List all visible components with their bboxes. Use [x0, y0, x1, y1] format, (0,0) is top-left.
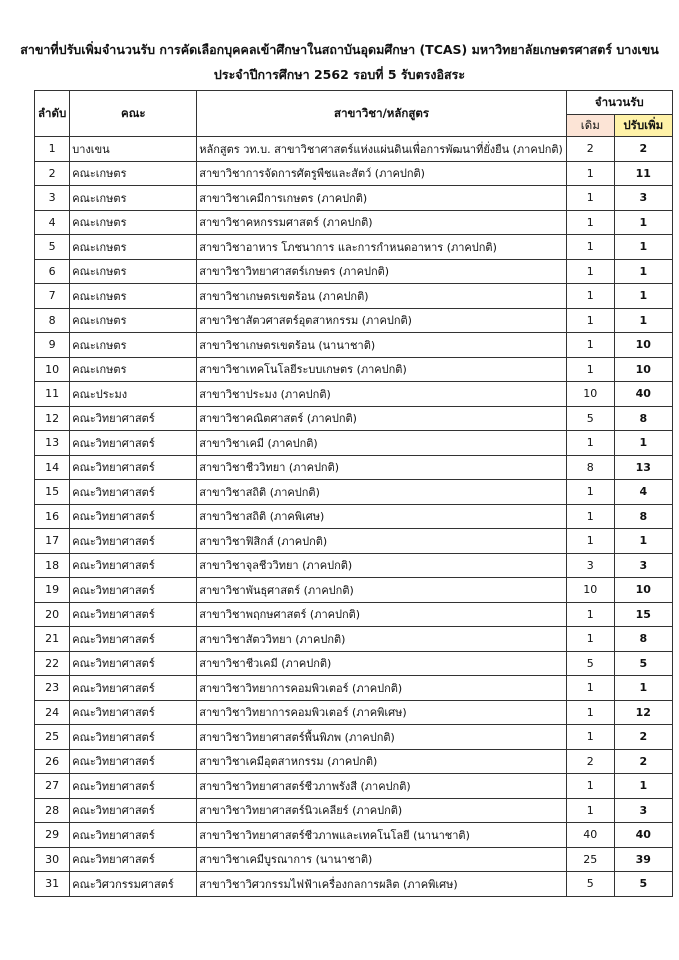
- row-new-capacity: 13: [614, 455, 672, 480]
- row-faculty: คณะเกษตร: [70, 333, 197, 358]
- table-row: [35, 749, 673, 774]
- row-faculty: คณะวิทยาศาสตร์: [70, 504, 197, 529]
- row-faculty: คณะวิทยาศาสตร์: [70, 406, 197, 431]
- row-new-capacity: 40: [614, 823, 672, 848]
- row-program: สาขาวิชาฟิสิกส์ (ภาคปกติ): [197, 529, 567, 554]
- row-old-capacity: 1: [566, 529, 614, 554]
- row-faculty: คณะเกษตร: [70, 259, 197, 284]
- row-program: สาขาวิชาวิศวกรรมไฟฟ้าเครื่องกลการผลิต (ภาคพิเศษ): [197, 872, 567, 897]
- row-faculty: คณะวิทยาศาสตร์: [70, 602, 197, 627]
- row-program: สาขาวิชาเคมี (ภาคปกติ): [197, 431, 567, 456]
- row-faculty: คณะเกษตร: [70, 210, 197, 235]
- table-row: [35, 700, 673, 725]
- row-number: 2: [35, 161, 70, 186]
- document-title: สาขาที่ปรับเพิ่มจำนวนรับ การคัดเลือกบุคคลเข้าศึกษาในสถาบันอุดมศึกษา (TCAS) มหาวิทยาลัยเกษตรศาสตร์ บางเขน: [20, 42, 659, 57]
- row-program: สาขาวิชาเคมีการเกษตร (ภาคปกติ): [197, 186, 567, 211]
- row-program: สาขาวิชาสถิติ (ภาคปกติ): [197, 480, 567, 505]
- row-program: สาขาวิชาพันธุศาสตร์ (ภาคปกติ): [197, 578, 567, 603]
- row-program: สาขาวิชาการจัดการศัตรูพืชและสัตว์ (ภาคปกติ): [197, 161, 567, 186]
- row-new-capacity: 15: [614, 602, 672, 627]
- row-number: 27: [35, 774, 70, 799]
- table-row: [35, 406, 673, 431]
- document-subtitle: ประจำปีการศึกษา 2562 รอบที่ 5 รับตรงอิสระ: [213, 67, 466, 82]
- row-old-capacity: 1: [566, 186, 614, 211]
- row-number: 10: [35, 357, 70, 382]
- row-number: 7: [35, 284, 70, 309]
- table-row: [35, 798, 673, 823]
- row-program: สาขาวิชาเคมีบูรณาการ (นานาชาติ): [197, 847, 567, 872]
- row-old-capacity: 10: [566, 382, 614, 407]
- row-number: 18: [35, 553, 70, 578]
- row-old-capacity: 1: [566, 774, 614, 799]
- row-program: สาขาวิชาวิทยาการคอมพิวเตอร์ (ภาคปกติ): [197, 676, 567, 701]
- row-number: 24: [35, 700, 70, 725]
- row-number: 19: [35, 578, 70, 603]
- row-new-capacity: 10: [614, 357, 672, 382]
- row-number: 22: [35, 651, 70, 676]
- row-faculty: คณะวิทยาศาสตร์: [70, 431, 197, 456]
- row-program: สาขาวิชาเกษตรเขตร้อน (นานาชาติ): [197, 333, 567, 358]
- row-program: สาขาวิชาวิทยาศาสตร์นิวเคลียร์ (ภาคปกติ): [197, 798, 567, 823]
- table-row: [35, 186, 673, 211]
- table-row: [35, 553, 673, 578]
- row-number: 30: [35, 847, 70, 872]
- row-old-capacity: 25: [566, 847, 614, 872]
- table-row: [35, 823, 673, 848]
- row-faculty: คณะวิทยาศาสตร์: [70, 529, 197, 554]
- row-number: 5: [35, 235, 70, 260]
- row-old-capacity: 1: [566, 259, 614, 284]
- table-row: [35, 578, 673, 603]
- row-program: สาขาวิชาชีววิทยา (ภาคปกติ): [197, 455, 567, 480]
- header-program: สาขาวิชา/หลักสูตร: [197, 91, 567, 137]
- table-row: [35, 725, 673, 750]
- row-old-capacity: 1: [566, 798, 614, 823]
- row-number: 14: [35, 455, 70, 480]
- row-program: สาขาวิชาสัตวศาสตร์อุตสาหกรรม (ภาคปกติ): [197, 308, 567, 333]
- row-faculty: คณะวิทยาศาสตร์: [70, 823, 197, 848]
- row-number: 20: [35, 602, 70, 627]
- row-faculty: คณะวิทยาศาสตร์: [70, 676, 197, 701]
- row-number: 3: [35, 186, 70, 211]
- row-number: 15: [35, 480, 70, 505]
- row-number: 16: [35, 504, 70, 529]
- table-row: [35, 504, 673, 529]
- row-program: หลักสูตร วท.บ. สาขาวิชาศาสตร์แห่งแผ่นดินเพื่อการพัฒนาที่ยั่งยืน (ภาคปกติ): [197, 137, 567, 162]
- row-program: สาขาวิชาสถิติ (ภาคพิเศษ): [197, 504, 567, 529]
- table-row: [35, 872, 673, 897]
- row-number: 11: [35, 382, 70, 407]
- table-row: [35, 333, 673, 358]
- row-number: 31: [35, 872, 70, 897]
- table-row: [35, 529, 673, 554]
- row-program: สาขาวิชาเทคโนโลยีระบบเกษตร (ภาคปกติ): [197, 357, 567, 382]
- row-old-capacity: 1: [566, 235, 614, 260]
- row-program: สาขาวิชาคณิตศาสตร์ (ภาคปกติ): [197, 406, 567, 431]
- row-new-capacity: 8: [614, 406, 672, 431]
- row-number: 13: [35, 431, 70, 456]
- row-new-capacity: 1: [614, 308, 672, 333]
- row-number: 23: [35, 676, 70, 701]
- row-faculty: คณะประมง: [70, 382, 197, 407]
- row-faculty: คณะเกษตร: [70, 235, 197, 260]
- row-faculty: คณะวิทยาศาสตร์: [70, 700, 197, 725]
- row-old-capacity: 1: [566, 627, 614, 652]
- row-number: 29: [35, 823, 70, 848]
- table-row: [35, 161, 673, 186]
- table-row: [35, 651, 673, 676]
- table-row: [35, 235, 673, 260]
- row-new-capacity: 2: [614, 749, 672, 774]
- row-old-capacity: 2: [566, 749, 614, 774]
- row-new-capacity: 12: [614, 700, 672, 725]
- row-faculty: คณะวิทยาศาสตร์: [70, 798, 197, 823]
- row-faculty: คณะเกษตร: [70, 308, 197, 333]
- row-old-capacity: 1: [566, 504, 614, 529]
- row-faculty: คณะเกษตร: [70, 357, 197, 382]
- row-number: 28: [35, 798, 70, 823]
- row-number: 4: [35, 210, 70, 235]
- table-body: [35, 137, 673, 897]
- row-program: สาขาวิชาเกษตรเขตร้อน (ภาคปกติ): [197, 284, 567, 309]
- row-old-capacity: 5: [566, 872, 614, 897]
- row-old-capacity: 8: [566, 455, 614, 480]
- row-faculty: คณะวิทยาศาสตร์: [70, 847, 197, 872]
- row-new-capacity: 1: [614, 210, 672, 235]
- row-new-capacity: 1: [614, 529, 672, 554]
- row-old-capacity: 1: [566, 333, 614, 358]
- row-old-capacity: 5: [566, 406, 614, 431]
- row-faculty: คณะวิทยาศาสตร์: [70, 553, 197, 578]
- row-program: สาขาวิชาชีวเคมี (ภาคปกติ): [197, 651, 567, 676]
- row-program: สาขาวิชาคหกรรมศาสตร์ (ภาคปกติ): [197, 210, 567, 235]
- row-new-capacity: 3: [614, 186, 672, 211]
- row-new-capacity: 10: [614, 578, 672, 603]
- row-number: 6: [35, 259, 70, 284]
- row-program: สาขาวิชาจุลชีววิทยา (ภาคปกติ): [197, 553, 567, 578]
- table-row: [35, 308, 673, 333]
- row-old-capacity: 1: [566, 431, 614, 456]
- row-new-capacity: 10: [614, 333, 672, 358]
- row-number: 25: [35, 725, 70, 750]
- row-faculty: คณะวิทยาศาสตร์: [70, 749, 197, 774]
- table-row: [35, 480, 673, 505]
- row-program: สาขาวิชาวิทยาศาสตร์ชีวภาพรังสี (ภาคปกติ): [197, 774, 567, 799]
- header-no: ลำดับ: [35, 91, 70, 137]
- row-faculty: บางเขน: [70, 137, 197, 162]
- row-old-capacity: 40: [566, 823, 614, 848]
- table-row: [35, 284, 673, 309]
- row-number: 21: [35, 627, 70, 652]
- row-faculty: คณะวิทยาศาสตร์: [70, 627, 197, 652]
- row-program: สาขาวิชาอาหาร โภชนาการ และการกำหนดอาหาร (ภาคปกติ): [197, 235, 567, 260]
- row-faculty: คณะวิทยาศาสตร์: [70, 774, 197, 799]
- row-new-capacity: 11: [614, 161, 672, 186]
- capacity-table: [34, 90, 673, 897]
- row-program: สาขาวิชาวิทยาศาสตร์เกษตร (ภาคปกติ): [197, 259, 567, 284]
- row-new-capacity: 5: [614, 872, 672, 897]
- row-program: สาขาวิชาสัตววิทยา (ภาคปกติ): [197, 627, 567, 652]
- table-row: [35, 455, 673, 480]
- table-row: [35, 431, 673, 456]
- row-faculty: คณะเกษตร: [70, 284, 197, 309]
- table-row: [35, 382, 673, 407]
- table-row: [35, 676, 673, 701]
- row-number: 8: [35, 308, 70, 333]
- table-row: [35, 259, 673, 284]
- row-faculty: คณะวิทยาศาสตร์: [70, 455, 197, 480]
- row-program: สาขาวิชาเคมีอุตสาหกรรม (ภาคปกติ): [197, 749, 567, 774]
- row-new-capacity: 8: [614, 627, 672, 652]
- header-capacity: จำนวนรับ: [566, 91, 672, 115]
- row-faculty: คณะวิทยาศาสตร์: [70, 480, 197, 505]
- row-old-capacity: 1: [566, 357, 614, 382]
- row-old-capacity: 1: [566, 284, 614, 309]
- row-new-capacity: 1: [614, 676, 672, 701]
- row-program: สาขาวิชาวิทยาศาสตร์พื้นพิภพ (ภาคปกติ): [197, 725, 567, 750]
- header-faculty: คณะ: [70, 91, 197, 137]
- table-row: [35, 774, 673, 799]
- row-new-capacity: 3: [614, 798, 672, 823]
- row-old-capacity: 1: [566, 161, 614, 186]
- table-row: [35, 137, 673, 162]
- row-number: 17: [35, 529, 70, 554]
- row-old-capacity: 1: [566, 602, 614, 627]
- row-faculty: คณะวิทยาศาสตร์: [70, 578, 197, 603]
- row-old-capacity: 1: [566, 725, 614, 750]
- row-new-capacity: 1: [614, 259, 672, 284]
- row-new-capacity: 1: [614, 431, 672, 456]
- row-number: 9: [35, 333, 70, 358]
- row-new-capacity: 2: [614, 137, 672, 162]
- row-new-capacity: 1: [614, 774, 672, 799]
- row-new-capacity: 4: [614, 480, 672, 505]
- row-old-capacity: 3: [566, 553, 614, 578]
- table-row: [35, 627, 673, 652]
- row-old-capacity: 1: [566, 700, 614, 725]
- row-faculty: คณะเกษตร: [70, 186, 197, 211]
- row-new-capacity: 8: [614, 504, 672, 529]
- row-new-capacity: 1: [614, 235, 672, 260]
- row-old-capacity: 2: [566, 137, 614, 162]
- row-faculty: คณะวิศวกรรมศาสตร์: [70, 872, 197, 897]
- row-number: 12: [35, 406, 70, 431]
- row-new-capacity: 3: [614, 553, 672, 578]
- header-new: ปรับเพิ่ม: [614, 115, 672, 137]
- row-old-capacity: 1: [566, 308, 614, 333]
- row-old-capacity: 1: [566, 210, 614, 235]
- row-new-capacity: 39: [614, 847, 672, 872]
- row-program: สาขาวิชาประมง (ภาคปกติ): [197, 382, 567, 407]
- row-new-capacity: 40: [614, 382, 672, 407]
- row-number: 1: [35, 137, 70, 162]
- row-old-capacity: 10: [566, 578, 614, 603]
- row-new-capacity: 1: [614, 284, 672, 309]
- row-program: สาขาวิชาพฤกษศาสตร์ (ภาคปกติ): [197, 602, 567, 627]
- table-row: [35, 602, 673, 627]
- table-row: [35, 210, 673, 235]
- row-old-capacity: 1: [566, 676, 614, 701]
- header-old: เดิม: [566, 115, 614, 137]
- row-old-capacity: 5: [566, 651, 614, 676]
- row-program: สาขาวิชาวิทยาการคอมพิวเตอร์ (ภาคพิเศษ): [197, 700, 567, 725]
- row-new-capacity: 5: [614, 651, 672, 676]
- row-faculty: คณะเกษตร: [70, 161, 197, 186]
- table-row: [35, 357, 673, 382]
- row-program: สาขาวิชาวิทยาศาสตร์ชีวภาพและเทคโนโลยี (นานาชาติ): [197, 823, 567, 848]
- row-faculty: คณะวิทยาศาสตร์: [70, 725, 197, 750]
- row-new-capacity: 2: [614, 725, 672, 750]
- row-number: 26: [35, 749, 70, 774]
- row-faculty: คณะวิทยาศาสตร์: [70, 651, 197, 676]
- table-row: [35, 847, 673, 872]
- row-old-capacity: 1: [566, 480, 614, 505]
